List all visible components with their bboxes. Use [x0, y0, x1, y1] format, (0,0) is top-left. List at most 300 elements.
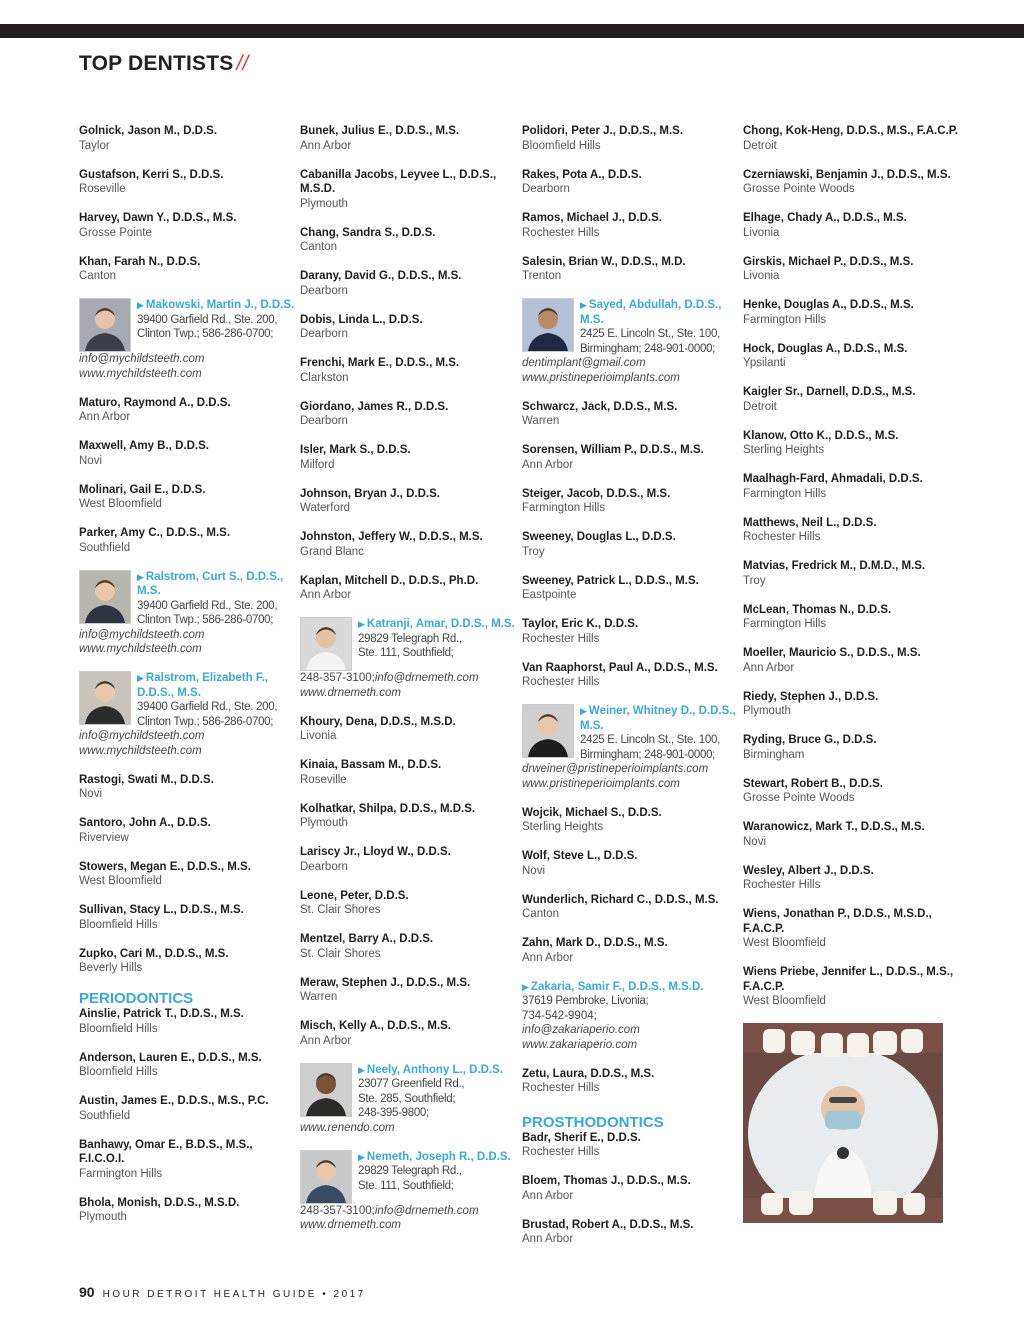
dentist-name: Salesin, Brian W., D.D.S., M.D.	[522, 255, 686, 268]
dentist-city: Grand Blanc	[300, 545, 364, 558]
dentist-city: Rochester Hills	[743, 531, 821, 543]
dentist-name: Wiens Priebe, Jennifer L., D.D.S., M.S., F.A.C.P.	[743, 966, 954, 993]
dentist-name: Matthews, Neil L., D.D.S.	[743, 516, 877, 529]
dentist-entry	[522, 1218, 738, 1247]
dentist-city: Farmington Hills	[743, 313, 827, 326]
dentist-name: Riedy, Stephen J., D.D.S.	[743, 690, 879, 703]
dentist-entry	[79, 947, 295, 976]
dentist-name: Ramos, Michael J., D.D.S.	[522, 212, 662, 224]
dentist-name: Harvey, Dawn Y., D.D.S., M.S.	[79, 212, 237, 224]
dentist-entry	[300, 443, 516, 472]
dentist-entry	[300, 124, 516, 153]
featured-address: 23077 Greenfield Rd.,	[358, 1078, 465, 1090]
dentist-name: Sweeney, Douglas L., D.D.S.	[522, 531, 676, 543]
featured-listing-ralstrom-curt	[79, 570, 295, 657]
featured-name: Ralstrom, Elizabeth F., D.D.S., M.S.	[137, 672, 268, 699]
dentist-entry	[300, 932, 516, 961]
arrow-icon: ▶	[580, 706, 587, 716]
dentist-entry	[300, 168, 516, 212]
featured-address: 29829 Telegraph Rd.,	[358, 1165, 462, 1177]
dentist-entry	[300, 574, 516, 603]
dentist-entry	[522, 936, 738, 965]
dentist-entry	[79, 1051, 295, 1080]
dentist-city: Grosse Pointe	[79, 226, 152, 239]
dentist-entry	[743, 429, 959, 458]
featured-address: Birmingham; 248-901-0000;	[580, 342, 716, 355]
dentist-entry	[743, 690, 959, 719]
dentist-name: Elhage, Chady A., D.D.S., M.S.	[743, 212, 907, 224]
dentist-city: Canton	[300, 241, 338, 253]
dentist-city: Dearborn	[522, 183, 570, 195]
dentist-name: Johnson, Bryan J., D.D.S.	[300, 487, 440, 500]
dentist-name: Banhawy, Omar E., B.D.S., M.S., F.I.C.O.I.	[79, 1138, 253, 1165]
dentist-city: Roseville	[79, 183, 126, 195]
headshot-photo	[522, 298, 574, 352]
featured-address: 2425 E. Lincoln St., Ste. 100,	[580, 734, 720, 746]
column-3	[522, 124, 738, 1261]
featured-email: info@drnemeth.com	[374, 1204, 479, 1217]
dentist-name: Van Raaphorst, Paul A., D.D.S., M.S.	[522, 661, 718, 674]
dentist-city: Detroit	[743, 139, 777, 152]
dentist-entry	[300, 976, 516, 1005]
dentist-city: St. Clair Shores	[300, 904, 381, 916]
dentist-entry	[743, 472, 959, 501]
section-heading-periodontics: PERIODONTICS	[79, 990, 194, 1007]
dentist-entry	[300, 715, 516, 744]
dentist-entry	[79, 124, 295, 153]
dentist-entry	[743, 385, 959, 414]
dentist-entry	[743, 603, 959, 632]
dentist-city: Riverview	[79, 831, 129, 844]
dentist-city: Ann Arbor	[522, 951, 574, 964]
dentist-entry	[522, 530, 738, 559]
dentist-entry	[300, 1019, 516, 1048]
dentist-city: Ann Arbor	[300, 589, 352, 601]
dentist-city: Southfield	[79, 541, 131, 554]
dentist-name: Kinaia, Bassam M., D.D.S.	[300, 759, 442, 771]
dentist-name: Kaplan, Mitchell D., D.D.S., Ph.D.	[300, 574, 479, 587]
dentist-entry	[300, 845, 516, 874]
dentist-name: Gustafson, Kerri S., D.D.S.	[79, 168, 224, 181]
dentist-name: Czerniawski, Benjamin J., D.D.S., M.S.	[743, 168, 951, 181]
dentist-name: Zupko, Cari M., D.D.S., M.S.	[79, 947, 229, 960]
dentist-entry	[300, 313, 516, 342]
dentist-city: Plymouth	[300, 197, 348, 210]
dentist-entry	[743, 516, 959, 545]
section-heading-prosthodontics: PROSTHODONTICS	[522, 1113, 664, 1131]
featured-listing-sayed	[522, 298, 738, 385]
featured-address: Ste. 111, Southfield;	[358, 647, 454, 659]
dentist-city: West Bloomfield	[79, 498, 162, 510]
featured-address: Clinton Twp.; 586-286-0700;	[137, 715, 274, 728]
dentist-name: Anderson, Lauren E., D.D.S., M.S.	[79, 1051, 262, 1064]
dentist-city: Grosse Pointe Woods	[743, 792, 855, 804]
dentist-name: Rastogi, Swati M., D.D.S.	[79, 773, 214, 786]
headshot-photo	[79, 570, 131, 624]
publication-name: HOUR DETROIT HEALTH GUIDE • 2017	[102, 1289, 366, 1300]
arrow-icon: ▶	[522, 981, 529, 992]
arrow-icon: ▶	[358, 1151, 365, 1162]
dentist-city: Farmington Hills	[522, 502, 606, 514]
column-1	[79, 124, 295, 1239]
dentist-city: Dearborn	[300, 328, 348, 340]
dentist-entry	[300, 356, 516, 385]
top-bar	[0, 24, 1024, 38]
dentist-name: Wolf, Steve L., D.D.S.	[522, 850, 638, 862]
dentist-city: Southfield	[79, 1109, 131, 1122]
dentist-entry	[522, 806, 738, 835]
page-title: TOP DENTISTS //	[79, 52, 249, 75]
dentist-city: Dearborn	[300, 860, 348, 873]
featured-email: drweiner@pristineperioimplants.com	[522, 763, 709, 775]
dentist-entry	[522, 487, 738, 516]
featured-website: www.drnemeth.com	[300, 1219, 401, 1231]
dentist-entry	[79, 860, 295, 889]
headshot-photo	[79, 671, 131, 725]
dentist-city: Dearborn	[300, 284, 348, 297]
featured-address: 37619 Pembroke, Livonia;	[522, 995, 649, 1007]
featured-website: www.renendo.com	[300, 1121, 395, 1134]
dentist-name: Parker, Amy C., D.D.S., M.S.	[79, 527, 231, 539]
featured-website: www.mychildsteeth.com	[79, 367, 202, 380]
featured-email: info@mychildsteeth.com	[79, 628, 205, 641]
dentist-name: Isler, Mark S., D.D.S.	[300, 444, 411, 456]
dentist-name: Molinari, Gail E., D.D.S.	[79, 483, 206, 496]
dentist-name: Bhola, Monish, D.D.S., M.S.D.	[79, 1196, 240, 1209]
dentist-entry	[79, 168, 295, 197]
dentist-name: Stewart, Robert B., D.D.S.	[743, 777, 883, 790]
title-slashes: //	[236, 52, 249, 75]
dentist-city: Roseville	[300, 773, 347, 786]
dentist-name: Zetu, Laura, D.D.S., M.S.	[522, 1067, 655, 1080]
dentist-city: Sterling Heights	[522, 821, 604, 833]
featured-email: info@mychildsteeth.com	[79, 353, 205, 365]
dentist-city: Taylor	[79, 139, 110, 152]
dentist-city: Rochester Hills	[522, 1146, 600, 1158]
dentist-entry	[522, 168, 738, 197]
featured-address: Clinton Twp.; 586-286-0700;	[137, 614, 274, 626]
dentist-entry	[522, 1067, 738, 1096]
arrow-icon: ▶	[137, 571, 144, 582]
dentist-entry	[300, 269, 516, 298]
dentist-city: Ann Arbor	[79, 411, 131, 423]
dentist-name: Steiger, Jacob, D.D.S., M.S.	[522, 487, 671, 500]
dentist-name: Ainslie, Patrick T., D.D.S., M.S.	[79, 1008, 244, 1020]
dentist-city: Ann Arbor	[522, 458, 574, 471]
dentist-entry	[79, 1007, 295, 1036]
dentist-entry	[300, 530, 516, 559]
dentist-city: Troy	[743, 574, 766, 587]
dentist-entry	[522, 849, 738, 878]
dentist-name: Bunek, Julius E., D.D.S., M.S.	[300, 125, 460, 137]
dentist-city: Eastpointe	[522, 589, 577, 601]
arrow-icon: ▶	[358, 1064, 365, 1075]
dentist-city: Livonia	[743, 270, 780, 282]
dentist-entry	[79, 1138, 295, 1182]
dentist-name: Dobis, Linda L., D.D.S.	[300, 313, 423, 326]
headshot-photo	[522, 704, 574, 758]
dentist-entry	[522, 1131, 738, 1160]
dentist-city: Rochester Hills	[743, 879, 821, 891]
dentist-name: Waranowicz, Mark T., D.D.S., M.S.	[743, 821, 925, 833]
dentist-city: Farmington Hills	[79, 1167, 163, 1180]
featured-address: 39400 Garfield Rd., Ste. 200,	[137, 599, 278, 612]
dentist-city: Ann Arbor	[522, 1233, 574, 1245]
dentist-city: Milford	[300, 458, 335, 471]
featured-website: www.pristineperioimplants.com	[522, 371, 680, 384]
featured-name: Ralstrom, Curt S., D.D.S., M.S.	[137, 570, 284, 597]
page-number: 90	[79, 1284, 95, 1300]
featured-phone: 734-542-9904;	[522, 1009, 597, 1022]
featured-address: Birmingham; 248-901-0000;	[580, 748, 716, 761]
featured-website: www.drnemeth.com	[300, 686, 401, 699]
featured-name: Weiner, Whitney D., D.D.S., M.S.	[580, 705, 736, 732]
dentist-city: Canton	[522, 908, 560, 920]
dentist-entry	[79, 439, 295, 468]
featured-website: www.mychildsteeth.com	[79, 643, 202, 655]
dentist-city: St. Clair Shores	[300, 947, 381, 960]
dentist-name: Wiens, Jonathan P., D.D.S., M.S.D., F.A.C.P.	[743, 908, 932, 935]
dentist-city: Bloomfield Hills	[522, 139, 601, 152]
headshot-photo	[300, 1063, 352, 1117]
dentist-name: Misch, Kelly A., D.D.S., M.S.	[300, 1020, 452, 1032]
dentist-entry	[743, 255, 959, 284]
dentist-city: Novi	[522, 864, 546, 877]
featured-website: www.zakariaperio.com	[522, 1038, 638, 1051]
featured-email: info@zakariaperio.com	[522, 1024, 640, 1036]
dentist-illustration	[743, 1023, 943, 1223]
dentist-entry	[300, 889, 516, 918]
featured-address: 39400 Garfield Rd., Ste. 200,	[137, 313, 278, 326]
dentist-name: Maturo, Raymond A., D.D.S.	[79, 396, 231, 409]
featured-listing-neely	[300, 1063, 516, 1136]
dentist-city: Novi	[79, 788, 103, 800]
dentist-entry	[79, 483, 295, 512]
page-footer	[79, 1284, 366, 1300]
dentist-name: Brustad, Robert A., D.D.S., M.S.	[522, 1218, 694, 1231]
dentist-entry	[743, 820, 959, 849]
dentist-name: Henke, Douglas A., D.D.S., M.S.	[743, 299, 914, 311]
dentist-city: Ann Arbor	[743, 661, 795, 674]
dentist-name: Moeller, Mauricio S., D.D.S., M.S.	[743, 647, 921, 659]
dentist-city: Livonia	[300, 730, 337, 742]
featured-address: Clinton Twp.; 586-286-0700;	[137, 328, 274, 340]
dentist-city: Ann Arbor	[522, 1189, 574, 1202]
featured-address: Ste. 285, Southfield;	[358, 1092, 456, 1105]
dentist-name: Sorensen, William P., D.D.S., M.S.	[522, 444, 704, 456]
dentist-entry	[522, 617, 738, 646]
dentist-entry	[743, 733, 959, 762]
dentist-name: Girskis, Michael P., D.D.S., M.S.	[743, 255, 914, 268]
featured-phone: 248-357-3100;	[300, 672, 375, 684]
dentist-name: Mentzel, Barry A., D.D.S.	[300, 933, 434, 945]
arrow-icon: ▶	[137, 673, 144, 683]
dentist-entry	[522, 211, 738, 240]
dentist-name: Golnick, Jason M., D.D.S.	[79, 125, 218, 137]
dentist-city: Trenton	[522, 270, 562, 282]
dentist-entry	[743, 965, 959, 1009]
dentist-city: Novi	[79, 454, 103, 467]
dentist-entry	[300, 758, 516, 787]
dentist-entry	[743, 777, 959, 806]
featured-listing-weiner	[522, 704, 738, 791]
arrow-icon: ▶	[358, 619, 365, 629]
dentist-entry	[522, 443, 738, 472]
dentist-name: Taylor, Eric K., D.D.S.	[522, 618, 639, 630]
featured-email: dentimplant@gmail.com	[522, 357, 646, 369]
dentist-name: Khoury, Dena, D.D.S., M.S.D.	[300, 715, 456, 728]
dentist-entry	[743, 124, 959, 153]
dentist-city: Rochester Hills	[522, 1082, 600, 1094]
featured-name: Zakaria, Samir F., D.D.S., M.S.D.	[530, 980, 704, 993]
dentist-city: Clarkston	[300, 371, 349, 384]
featured-name: Katranji, Amar, D.D.S., M.S.	[366, 618, 515, 630]
dentist-entry	[743, 907, 959, 951]
dentist-city: West Bloomfield	[743, 937, 826, 949]
dentist-name: Meraw, Stephen J., D.D.S., M.S.	[300, 976, 471, 989]
featured-name: Nemeth, Joseph R., D.D.S.	[366, 1150, 511, 1163]
dentist-entry	[300, 226, 516, 255]
dentist-city: Plymouth	[743, 705, 791, 717]
dentist-city: Detroit	[743, 400, 777, 413]
dentist-entry	[743, 559, 959, 588]
column-4	[743, 124, 959, 1223]
dentist-name: Johnston, Jeffery W., D.D.S., M.S.	[300, 531, 483, 543]
dentist-name: Khan, Farah N., D.D.S.	[79, 255, 201, 268]
dentist-name: Rakes, Pota A., D.D.S.	[522, 168, 642, 181]
dentist-name: Wunderlich, Richard C., D.D.S., M.S.	[522, 893, 719, 906]
dentist-city: Bloomfield Hills	[79, 1066, 158, 1078]
dentist-name: Maalhagh-Fard, Ahmadali, D.D.S.	[743, 473, 923, 485]
dentist-entry	[522, 124, 738, 153]
featured-email: info@mychildsteeth.com	[79, 730, 205, 742]
dentist-name: Frenchi, Mark E., D.D.S., M.S.	[300, 357, 460, 369]
dentist-city: Dearborn	[300, 415, 348, 427]
dentist-name: Leone, Peter, D.D.S.	[300, 889, 409, 902]
dentist-name: Ryding, Bruce G., D.D.S.	[743, 734, 877, 746]
dentist-name: Stowers, Megan E., D.D.S., M.S.	[79, 860, 251, 873]
dentist-name: Darany, David G., D.D.S., M.S.	[300, 270, 462, 282]
dentist-city: Canton	[79, 270, 117, 282]
dentist-name: Badr, Sherif E., D.D.S.	[522, 1131, 641, 1144]
featured-address: 29829 Telegraph Rd.,	[358, 632, 462, 645]
dentist-entry	[300, 400, 516, 429]
dentist-entry	[79, 211, 295, 240]
headshot-photo	[300, 617, 352, 671]
dentist-name: Wesley, Albert J., D.D.S.	[743, 864, 874, 877]
dentist-name: Lariscy Jr., Lloyd W., D.D.S.	[300, 846, 451, 858]
dentist-entry	[743, 342, 959, 371]
featured-address: 39400 Garfield Rd., Ste. 200,	[137, 701, 278, 713]
dentist-city: Beverly Hills	[79, 962, 143, 974]
dentist-city: Plymouth	[79, 1211, 127, 1223]
dentist-name: Cabanilla Jacobs, Leyvee L., D.D.S., M.S.D.	[300, 168, 497, 195]
dentist-entry	[79, 903, 295, 932]
dentist-entry	[522, 574, 738, 603]
dentist-city: Birmingham	[743, 748, 805, 761]
dentist-name: Schwarcz, Jack, D.D.S., M.S.	[522, 400, 678, 413]
featured-address: 2425 E. Lincoln St., Ste. 100,	[580, 328, 720, 340]
dentist-name: Giordano, James R., D.D.S.	[300, 400, 449, 413]
dentist-entry	[522, 893, 738, 922]
dentist-name: Wojcik, Michael S., D.D.S.	[522, 806, 662, 819]
dentist-city: West Bloomfield	[743, 995, 826, 1007]
dentist-entry	[743, 168, 959, 197]
featured-name: Makowski, Martin J., D.D.S.	[145, 299, 295, 311]
featured-address: Ste. 111, Southfield;	[358, 1179, 454, 1192]
dentist-name: Polidori, Peter J., D.D.S., M.S.	[522, 125, 684, 137]
dentist-entry	[79, 396, 295, 425]
dentist-city: Ann Arbor	[300, 139, 352, 152]
featured-listing-zakaria	[522, 980, 738, 1053]
dentist-city: Farmington Hills	[743, 487, 827, 500]
dentist-name: Matvias, Fredrick M., D.M.D., M.S.	[743, 560, 926, 572]
dentist-city: Sterling Heights	[743, 444, 825, 456]
featured-listing-nemeth	[300, 1150, 516, 1233]
featured-phone: 248-395-9800;	[358, 1107, 429, 1119]
dentist-name: Maxwell, Amy B., D.D.S.	[79, 440, 209, 452]
featured-listing-makowski	[79, 298, 295, 381]
dentist-name: Kolhatkar, Shilpa, D.D.S., M.D.S.	[300, 802, 476, 815]
dentist-city: Ann Arbor	[300, 1034, 352, 1047]
featured-name: Neely, Anthony L., D.D.S.	[366, 1063, 504, 1076]
dentist-name: Bloem, Thomas J., D.D.S., M.S.	[522, 1175, 691, 1187]
dentist-entry	[79, 773, 295, 802]
dentist-entry	[79, 526, 295, 555]
dentist-name: Chang, Sandra S., D.D.S.	[300, 226, 436, 239]
dentist-entry	[743, 211, 959, 240]
dentist-entry	[79, 1094, 295, 1123]
dentist-city: Plymouth	[300, 817, 348, 829]
dentist-name: Klanow, Otto K., D.D.S., M.S.	[743, 429, 899, 442]
dentist-entry	[79, 255, 295, 284]
dentist-name: Sweeney, Patrick L., D.D.S., M.S.	[522, 574, 699, 587]
dentist-city: Troy	[522, 545, 545, 558]
dentist-city: Novi	[743, 835, 767, 848]
dentist-entry	[522, 661, 738, 690]
featured-website: www.pristineperioimplants.com	[522, 777, 680, 790]
dentist-city: Bloomfield Hills	[79, 918, 158, 931]
dentist-entry	[743, 646, 959, 675]
arrow-icon: ▶	[137, 300, 144, 310]
dentist-city: West Bloomfield	[79, 875, 162, 887]
dentist-name: Santoro, John A., D.D.S.	[79, 817, 211, 829]
dentist-city: Ypsilanti	[743, 357, 786, 369]
dentist-city: Waterford	[300, 502, 351, 514]
featured-listing-ralstrom-elizabeth	[79, 671, 295, 758]
dentist-city: Rochester Hills	[522, 632, 600, 645]
headshot-photo	[300, 1150, 352, 1204]
dentist-city: Grosse Pointe Woods	[743, 183, 855, 195]
featured-name: Sayed, Abdullah, D.D.S., M.S.	[580, 299, 722, 326]
dentist-city: Rochester Hills	[522, 226, 600, 239]
dentist-name: Chong, Kok-Heng, D.D.S., M.S., F.A.C.P.	[743, 125, 959, 137]
headshot-photo	[79, 298, 131, 352]
dentist-entry	[743, 864, 959, 893]
featured-phone: 248-357-3100;	[300, 1204, 375, 1217]
dentist-city: Warren	[300, 991, 338, 1003]
dentist-name: Austin, James E., D.D.S., M.S., P.C.	[79, 1095, 269, 1107]
dentist-name: Hock, Douglas A., D.D.S., M.S.	[743, 342, 908, 355]
featured-email: info@drnemeth.com	[374, 672, 479, 684]
dentist-entry	[522, 1174, 738, 1203]
dentist-entry	[300, 487, 516, 516]
dentist-city: Rochester Hills	[522, 676, 600, 688]
column-2	[300, 124, 516, 1247]
dentist-entry	[79, 1196, 295, 1225]
dentist-entry	[522, 400, 738, 429]
dentist-city: Farmington Hills	[743, 618, 827, 630]
